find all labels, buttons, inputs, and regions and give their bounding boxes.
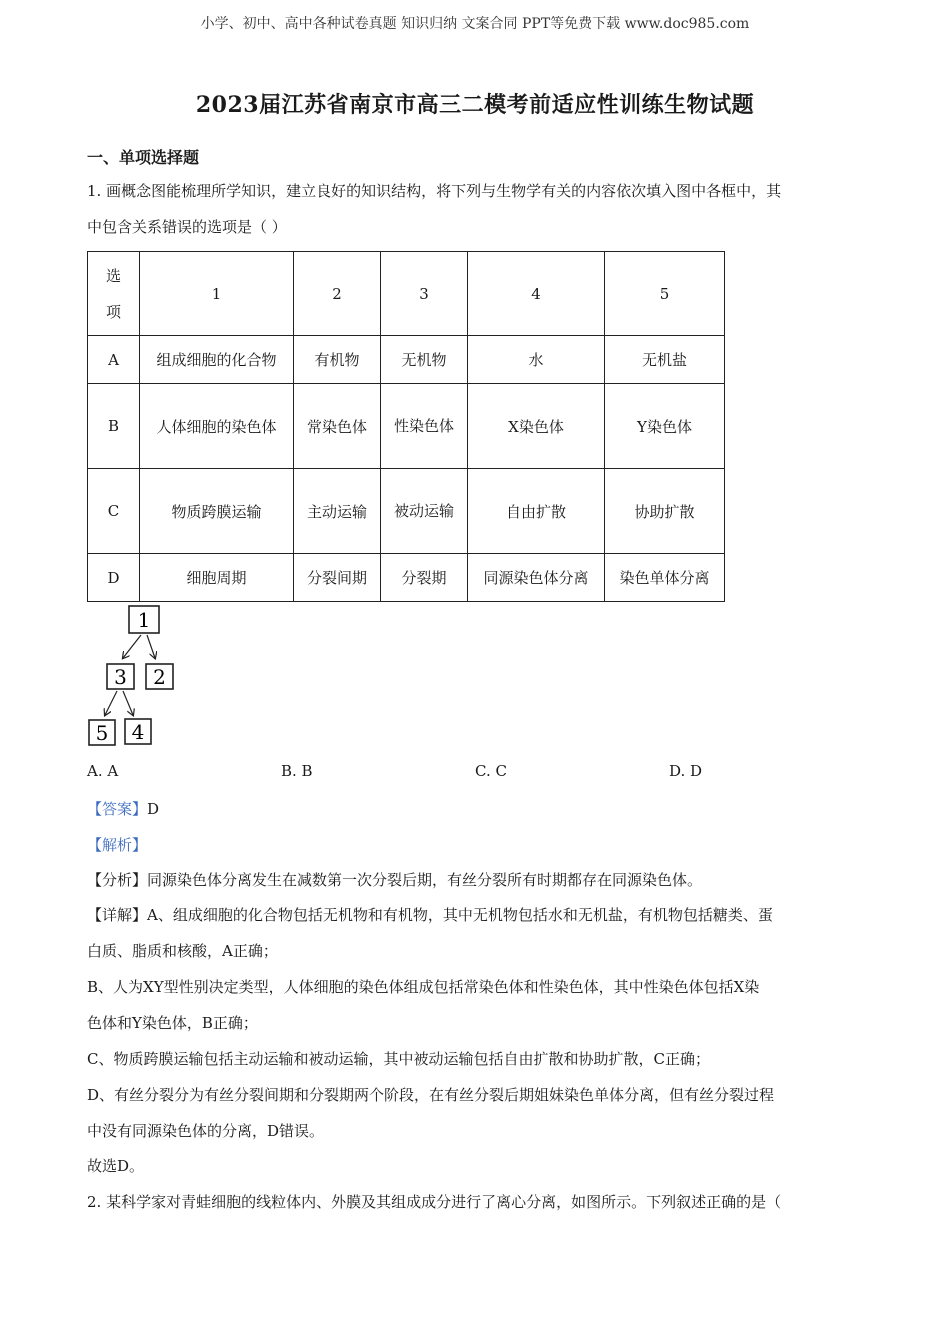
table-head-option <box>88 252 140 336</box>
table-cell: 常染色体 <box>294 384 381 469</box>
arrow-3-5 <box>105 691 117 715</box>
table-cell: 水 <box>468 336 605 384</box>
table-head-2: 2 <box>294 252 381 336</box>
table-cell-option: D <box>88 554 140 602</box>
box-1 <box>129 606 159 633</box>
detail-d-line2: 中没有同源染色体的分离，D错误。 <box>87 1122 325 1140</box>
option-b[interactable]: B. B <box>281 762 313 780</box>
table-cell: 自由扩散 <box>468 469 605 554</box>
box-5 <box>89 720 115 745</box>
table-cell: 物质跨膜运输 <box>140 469 294 554</box>
table-head-option-text: 选项 <box>105 266 121 321</box>
box-4-label: 4 <box>131 720 145 744</box>
table-cell: 无机物 <box>381 336 468 384</box>
answer-line <box>87 791 862 827</box>
table-cell: 人体细胞的染色体 <box>140 384 294 469</box>
detail-line2: 白质、脂质和核酸，A正确； <box>87 942 278 960</box>
arrow-1-3 <box>123 635 141 658</box>
box-4 <box>125 719 151 744</box>
table-row <box>88 469 725 554</box>
table-cell: Y染色体 <box>605 384 725 469</box>
option-c[interactable]: C. C <box>475 762 507 780</box>
arrow-1-2 <box>147 635 155 658</box>
q1-options-table <box>87 251 725 602</box>
table-head-4: 4 <box>468 252 605 336</box>
option-a[interactable]: A. A <box>87 762 119 780</box>
table-header-row <box>88 252 725 336</box>
box-3-label: 3 <box>114 665 127 689</box>
conclusion: 故选D。 <box>87 1157 145 1175</box>
table-cell-option: C <box>88 469 140 554</box>
detail-b-line2: 色体和Y染色体，B正确； <box>87 1014 258 1032</box>
box-5-label: 5 <box>95 721 109 745</box>
option-d[interactable]: D. D <box>669 762 703 780</box>
q1-stem-line2: 中包含关系错误的选项是（ ） <box>87 218 287 236</box>
table-cell: 被动运输 <box>381 469 468 554</box>
table-head-1: 1 <box>140 252 294 336</box>
box-3 <box>107 664 134 689</box>
table-cell: 性染色体 <box>381 384 468 469</box>
table-cell: 分裂间期 <box>294 554 381 602</box>
analysis-fenxi: 【分析】同源染色体分离发生在减数第一次分裂后期，有丝分裂所有时期都存在同源染色体。 <box>87 871 703 889</box>
answer-tag: 【答案】 <box>87 800 148 818</box>
table-cell-option: B <box>88 384 140 469</box>
detail-d-line1: D、有丝分裂分为有丝分裂间期和分裂期两个阶段，在有丝分裂后期姐妹染色单体分离，但有丝分裂过程 <box>87 1086 775 1104</box>
box-2 <box>146 664 173 689</box>
section-heading: 一、单项选择题 <box>87 148 200 167</box>
table-cell-option: A <box>88 336 140 384</box>
detail-b-line1: B、人为XY型性别决定类型，人体细胞的染色体组成包括常染色体和性染色体，其中性染色体包括X染 <box>87 978 760 996</box>
concept-tree-diagram <box>85 602 185 750</box>
q1-stem-line1: 1. 画概念图能梳理所学知识，建立良好的知识结构，将下列与生物学有关的内容依次填入图中各框中，其 <box>87 182 782 200</box>
answer-value: D <box>147 800 160 818</box>
page-title: 2023届江苏省南京市高三二模考前适应性训练生物试题 <box>195 92 755 118</box>
arrow-3-4 <box>123 691 133 715</box>
q2-stem-line1: 2. 某科学家对青蛙细胞的线粒体内、外膜及其组成成分进行了离心分离，如图所示。下列叙述正确的是（ <box>87 1193 782 1211</box>
box-1-label: 1 <box>137 608 151 632</box>
detail-c-line1: C、物质跨膜运输包括主动运输和被动运输，其中被动运输包括自由扩散和协助扩散，C正确； <box>87 1050 710 1068</box>
table-cell: X染色体 <box>468 384 605 469</box>
table-cell: 染色单体分离 <box>605 554 725 602</box>
table-cell: 分裂期 <box>381 554 468 602</box>
site-header: 小学、初中、高中各种试卷真题 知识归纳 文案合同 PPT等免费下载 www.doc985.com <box>200 16 750 32</box>
table-cell: 有机物 <box>294 336 381 384</box>
detail-line1: 【详解】A、组成细胞的化合物包括无机物和有机物，其中无机物包括水和无机盐，有机物包括糖类、蛋 <box>87 906 773 924</box>
table-head-5: 5 <box>605 252 725 336</box>
table-row <box>88 384 725 469</box>
table-cell: 主动运输 <box>294 469 381 554</box>
analysis-tag: 【解析】 <box>87 836 148 854</box>
table-cell: 同源染色体分离 <box>468 554 605 602</box>
table-cell: 协助扩散 <box>605 469 725 554</box>
table-cell: 细胞周期 <box>140 554 294 602</box>
table-head-3: 3 <box>381 252 468 336</box>
table-cell: 组成细胞的化合物 <box>140 336 294 384</box>
table-row <box>88 554 725 602</box>
table-cell: 无机盐 <box>605 336 725 384</box>
box-2-label: 2 <box>153 665 166 689</box>
table-row <box>88 336 725 384</box>
